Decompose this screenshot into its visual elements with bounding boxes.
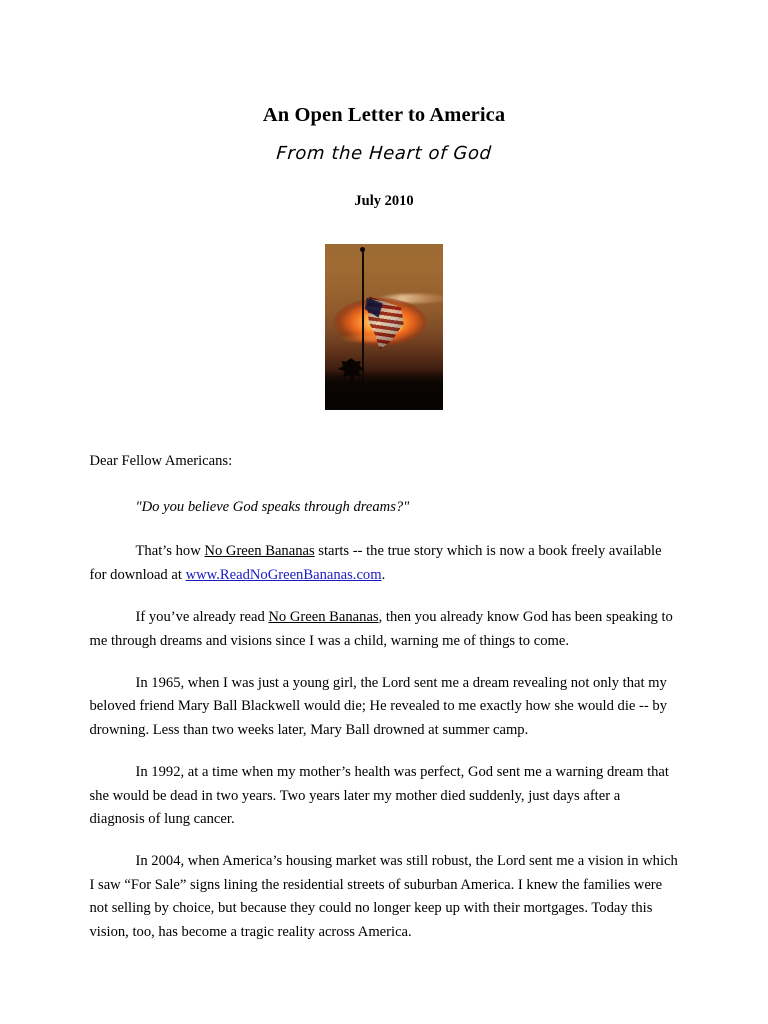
document-header <box>0 0 768 210</box>
paragraph-1992: In 1992, at a time when my mother’s health was perfect, God sent me a warning dream that she would be dead in two years. Two years later my mother died suddenly, just days after a diagnosis of lung cancer. <box>89 763 669 828</box>
paragraph-text-after-book-title: starts -- the true story which is now a book freely available for download at <box>89 543 662 583</box>
document-image-wrapper <box>0 244 768 410</box>
pull-quote: ʺDo you believe God speaks through dreams?ʺ <box>135 498 410 515</box>
paragraph-1965: In 1965, when I was just a young girl, the Lord sent me a dream revealing not only that my beloved friend Mary Ball Blackwell would die; He revealed to me exactly how she would die -- by drowning. Less than two weeks later, Mary Ball drowned at summer camp. <box>89 674 667 738</box>
salutation: Dear Fellow Americans: <box>89 453 233 470</box>
paragraph-that-is-how <box>90 540 679 587</box>
page-title: An Open Letter to America <box>262 104 506 126</box>
book-title-reference: No Green Bananas <box>204 543 315 560</box>
paragraph-if-youve-read <box>90 606 679 653</box>
paragraph-text-after-link: . <box>381 566 386 583</box>
paragraph-text-before-book-title: If you’ve already read <box>135 608 269 625</box>
document-subtitle: From the Heart of God <box>275 142 493 164</box>
document-date: July 2010 <box>354 193 414 210</box>
book-title-reference: No Green Bananas <box>268 608 379 625</box>
paragraph-2004: In 2004, when America’s housing market was still robust, the Lord sent me a vision in which I saw “For Sale” signs lining the residential streets of suburban America. I knew the families were not selling by choice, but because they could no longer keep up with their mortgages. Today this vision, too, has become a tragic reality across America. <box>89 853 678 940</box>
document-body <box>90 410 679 945</box>
paragraph-text-before-book-title: That’s how <box>135 543 205 560</box>
horizon-silhouette <box>325 372 443 410</box>
flag-at-half-mast-photo <box>325 244 443 410</box>
read-no-green-bananas-link[interactable]: www.ReadNoGreenBananas.com <box>185 566 382 583</box>
paragraph-text-after-book-title: , then you already know God has been speaking to me through dreams and visions since I was a child, warning me of things to come. <box>89 608 673 649</box>
